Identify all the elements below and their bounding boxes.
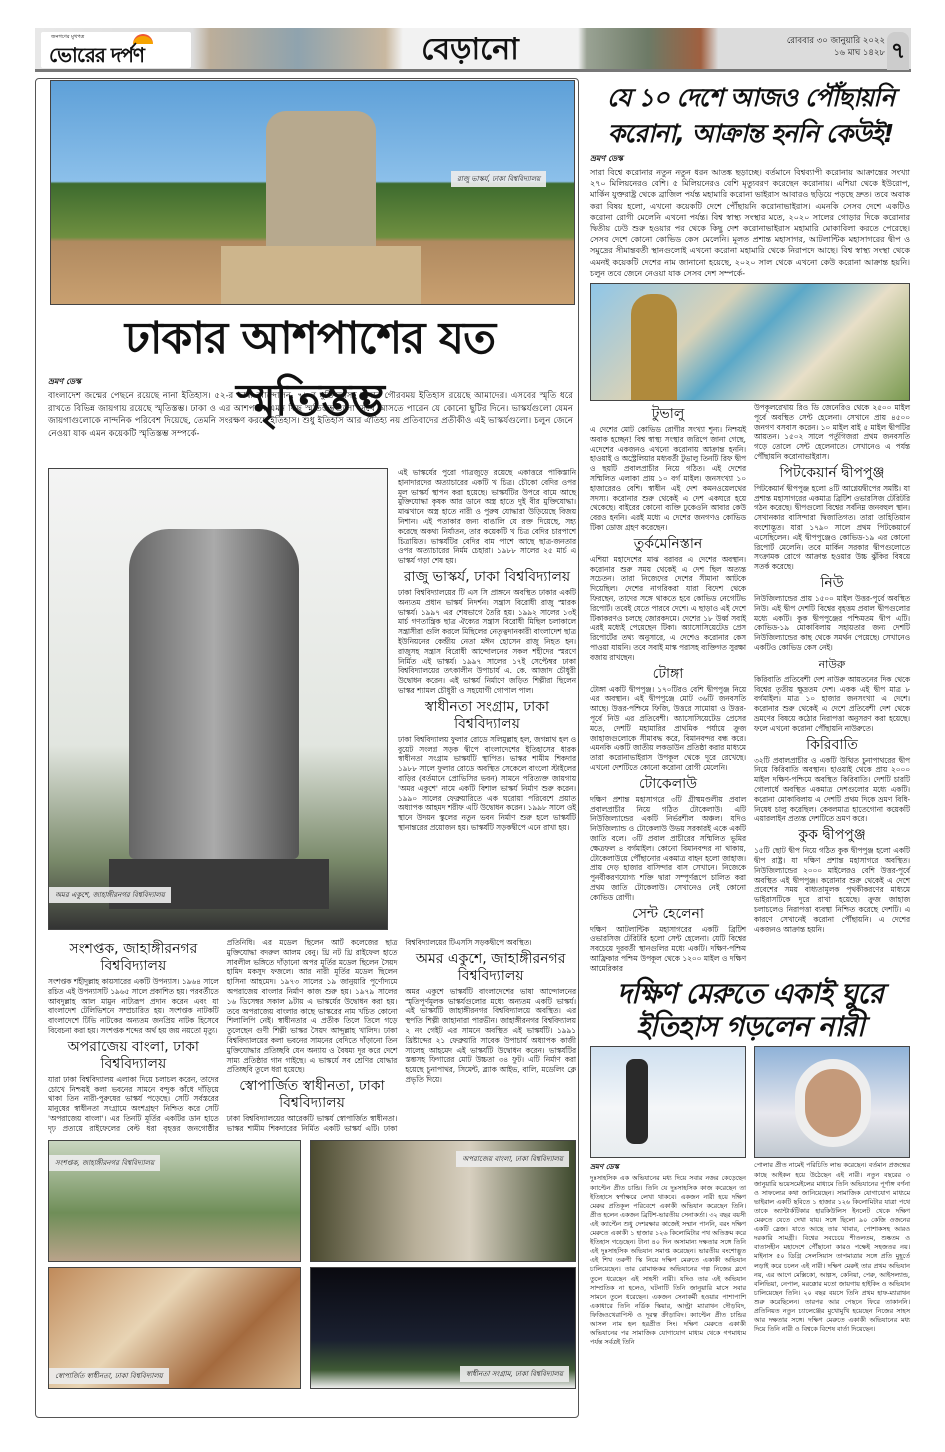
intro-text: বাংলাদেশ জন্মের পেছনে রয়েছে নানা ইতিহাস। ৫২-র ভাষা আন্দোলন, ৭১-র মুক্তিযুদ্ধসহ নানান গৌরবময় ইতিহাস রয়েছে আমাদের। এসবের স্মৃতি ধরে রাখতে বিভিন্ন জায়গায় রয়েছে স্মৃতিস্তম্ভ। ঢাকা ও এর আশপাশে এমন কিছু স্মৃতিস্তম্ভগুলো দেখে আসতে পারেন যে কোনো ছুটির দিনে। ভাস্কর্যগুলো যেমন জায়গাগুলোকে নান্দনিক পরিবেশ দিয়েছে, তেমনি সংরক্ষণ করছে ইতিহাস। শুধু ইতিহাস আর ঐতিহ্য নয় প্রতিবাদের প্রতীকীও এই ভাস্কর্যগুলো। চলুন জেনে নেওয়া যাক এমন কয়েকটি স্মৃতিস্তম্ভ সম্পর্কে-	[48, 391, 573, 439]
country-text: পিটকেয়ার্ন দ্বীপপুঞ্জ হলো ৪টি আগ্নেয়দ্বীপের সমষ্টি। যা প্রশান্ত মহাসাগরের একমাত্র ব্রিটিশ ওভারসিজ টেরিটরি গঠন করেছে। দ্বীপগুলো বিশ্বের সর্বনিম্ন জনবহুল স্থান। সেখানকার বাসিন্দারা দ্বিজাতিগত। তারা তাহিতিয়ান বংশোদ্ভূত। যারা ১৭৯০ সালে প্রথম পিটকেয়ার্নে এসেছিলেন। এই দ্বীপপুঞ্জেও কোভিড-১৯ এর কোনো রিপোর্ট মেলেনি। তবে মার্কিন সরকার দ্বীপগুলোতে সংক্রামক রোগে আক্রান্ত হওয়ার উচ্চ ঝুঁকির বিষয়ে সতর্ক করেছে।	[754, 483, 910, 572]
byline: ভ্রমণ ডেস্ক	[590, 154, 623, 163]
monuments-intro	[48, 376, 573, 440]
right-flow	[590, 153, 910, 1347]
country-text: দক্ষিণ প্রশান্ত মহাসাগরে ৩টি গ্রীষ্মমণ্ডলীয় প্রবাল প্রবালপ্রাচীর নিয়ে গঠিত টোকেলাউ। এটি নিউজিল্যান্ডের একটি নির্ভরশীল অঞ্চল। যদিও নিউজিল্যান্ড ও টোকেলাউ উভয় সরকারই একে একটি জাতি বলে। ৩টি প্রবাল প্রাচীরের সম্মিলিত ভূমির ক্ষেত্রফল ৪ বর্গমাইল। কোনো বিমানবন্দর না থাকায়, টোকেলাউয়ে পৌঁছানোর একমাত্র বাহন হলো জাহাজ। প্রায় দেড় হাজার বাসিন্দার বাস সেখানে। নিজেকে পুনর্বীকরণযোগ্য শক্তি দ্বারা সম্পূর্ণরূপে চালিত করা প্রথম জাতি টোকেলাউ। সেখানেও নেই কোনো কোভিড রোগী।	[590, 794, 746, 902]
column-text: দুঃসাহসিক এক অভিযানের মধ্য দিয়ে সবার নজর কেড়েছেন ক্যাপ্টেন প্রীত চান্ডি। তিনি যে দুঃসাহসিক কাজ করেছেন তা ইতিহাসে স্বর্ণাক্ষরে লেখা থাকবে। একজন নারী হয়ে দক্ষিণ মেরুর প্রতিকূল পরিবেশে একাকী অভিযান করেছেন তিনি। প্রীত হলেন একজন ব্রিটিশ-ভারতীয় সেনাকর্তা। ৩২ বছর বয়সী এই ক্যাপ্টেন শুধু দেশরক্ষার কাজেই সম্মান পাননি, বরং দক্ষিণ মেরুতে একাকী ১ হাজার ১২৬ কিলোমিটার পথ অতিক্রম করে ইতিহাস গড়েছেন। টানা ৪০ দিন অসামান্য দক্ষতার সঙ্গে তিনি এই দুঃসাহসিক অভিযান সমাপ্ত করেছেন। ভারতীয় বংশোদ্ভূত এই শিখ তরুণী স্কি নিয়ে দক্ষিণ মেরুতে একাকী অভিযান চালিয়েছেন। তার রোমাঞ্চকর অভিযানের গল্প নিজের ব্লগে তুলে ধরেছেন এই সাহসী নারী। যদিও তার এই অভিযান সাম্প্রতিক না হলেও, ঘটনাটি তিনি জানুয়ারি মাসে সবার সামনে তুলে ধরেছেন। একজন সেনাকর্মী হওয়ার পাশাপাশি একাধারে তিনি নর্ডিক স্কিয়ার, আল্ট্রা ম্যারাথন দৌড়বিদ, ফিজিওথেরাপিস্ট ও দূরত্ব ক্রীড়াবিদ। ক্যাপ্টেন প্রীত চান্ডির আসল নাম হল হরপ্রীত সিং। দক্ষিণ মেরুতে একাকী অভিযানের পর সামাজিক যোগাযোগ মাধ্যম থেকে গণমাধ্যম পর্যন্ত সর্বত্রই তিনি	[590, 1174, 746, 1347]
country-niue: নিউ	[820, 574, 844, 591]
country-tokelau: টোকেলাউ	[638, 775, 698, 792]
subheading-raju: রাজু ভাস্কর্য, ঢাকা বিশ্ববিদ্যালয়	[403, 568, 571, 585]
country-text: কিরিবাতি প্রতিবেশী দেশ নাউরু আয়তনের দিক থেকে বিশ্বের তৃতীয় ক্ষুদ্রতম দেশ। একক এই দ্বীপ মাত্র ৮ বর্গমাইল। মাত্র ১০ হাজার জনসংখ্যা এ দেশে। করোনার শুরু থেকেই এ দেশে প্রতিবেশী দেশ থেকে ভ্রমণের বিষয়ে কঠোর নিরাপত্তা অনুসরণ করা হয়েছে। ফলে এখনো করোনা পৌঁছায়নি নাউরুতে।	[754, 674, 910, 733]
swoparjito-photo	[48, 1267, 301, 1389]
monuments-headline: ঢাকার আশপাশের যত স্মৃতিস্তম্ভ	[124, 313, 496, 426]
country-text: ১৫টি ছোট দ্বীপ নিয়ে গঠিত কুক দ্বীপপুঞ্জ হলো একটি দ্বীপ রাষ্ট্র। যা দক্ষিণ প্রশান্ত মহাসাগরে অবস্থিত। নিউজিল্যান্ডের ২০০০ মাইলেরও বেশি উত্তর-পূর্বে অবস্থিত এই দ্বীপপুঞ্জ। করোনার শুরু থেকেই এ দেশে প্রবেশের সময় বাধ্যতামূলক পৃথকীকরণের মাধ্যমে ভাইরাসটিকে দূরে রাখা হয়েছে। ক্রুজ জাহাজ চলাচলেও নিরাপত্তা ব্যবস্থা নিশ্চিত করেছে দেশটি। এ কারণে সেখানেই করোনা পৌঁছায়নি। এ দেশের একজনও আক্রান্ত হয়নি।	[754, 846, 910, 934]
section-title: বেড়ানো	[421, 32, 519, 67]
country-cook-islands: কুক দ্বীপপুঞ্জ	[798, 827, 866, 844]
newspaper-logo	[41, 32, 191, 68]
headline-line: করোনা, আক্রান্ত হননি কেউই!	[607, 119, 894, 148]
subheading-swoparjito: স্বোপার্জিত স্বাধীনতা, ঢাকা বিশ্ববিদ্যালয়	[239, 1078, 385, 1112]
section-text: ঢাকা বিশ্ববিদ্যালয় ফুলার রোডে সলিমুল্লাহ হল, জগন্নাথ হল ও বুয়েট সংলগ্ন সড়ক দ্বীপে বাংলাদেশের ইতিহাসের ধারক স্বাধীনতা সংগ্রাম ভাস্কর্যটি স্থাপিত। ভাস্কর শামীম শিকদার ১৯৮৮ সালে ফুলার রোডে অবস্থিত সেকেলে বাংলো স্টাইলের বাড়ির (বর্তমানে প্রোভিসির ভবন) সামনে পরিত্যক্ত জায়গায় 'অমর একুশে' নামে একটি বিশাল ভাস্কর্য নির্মাণ শুরু করেন। ১৯৯০ সালের ফেব্রুয়ারিতে এক ঘরোয়া পরিবেশে প্রয়াত অধ্যাপক আহমদ শরীফ এটি উদ্বোধন করেন। ১৯৯৮ সালে ওই স্থানে উদয়ন স্কুলের নতুন ভবন নির্মাণ শুরু হলে ভাস্কর্যটি স্থানান্তরের প্রয়োজন হয়। ভাস্কর্যটি সড়কদ্বীপে এনে রাখা হয়।	[398, 734, 576, 832]
section-text: সংশপ্তক শহীদুল্লাহ কায়সারের একটি উপন্যাস। ১৯৬৪ সালে রচিত এই উপন্যাসটি ১৯৬৫ সালে প্রকাশিত হয়। পরবর্তীতে আবদুল্লাহ আল মামুন নাট্যরূপ প্রদান করেন এবং যা বাংলাদেশ টেলিভিশনে সম্প্রচারিত হয়। সংশপ্তক নাটকটি বাংলাদেশে টিভি নাটকের অন্যতম জনপ্রিয় নাটক হিসেবে বিবেচনা করা হয়। সংশপ্তক শব্দের অর্থ হয় জয় নয়তো মৃত্যু।	[48, 977, 219, 1035]
corona-headline	[588, 80, 913, 152]
country-tonga: টোঙ্গা	[652, 665, 684, 682]
column-text: উপকূলরেখায় রিও ডি জেনেরিও থেকে ২৫০০ মাইল পূর্বে অবস্থিত সেন্ট হেলেনা। সেখানে প্রায় ৪৫০০ জনগণ বসবাস করেন। ১০ মাইল বাই ৫ মাইল দ্বীপটির আয়তন। ১৫০২ সালে পর্তুগিজরা প্রথম জনবসতি গড়ে তোলে সেন্ট হেলেনাতে। সেখানেও এ পর্যন্ত পৌঁছায়নি করোনাভাইরাস।	[754, 403, 910, 462]
subheading-songshoptok: সংশপ্তক, জাহাঙ্গীরনগর বিশ্ববিদ্যালয়	[69, 941, 198, 974]
issue-date	[770, 35, 885, 59]
subheading-amar-ekushe: অমর একুশে, জাহাঙ্গীরনগর বিশ্ববিদ্যালয়	[415, 950, 566, 984]
corona-intro	[590, 153, 910, 279]
page-number: ৭	[887, 32, 909, 70]
country-nauru: নাউরু	[818, 657, 846, 671]
section-text: অমর একুশে ভাস্কর্যটি বাংলাদেশের ভাষা আন্দোলনের স্মৃতিপূর্ণমূলক ভাস্কর্যগুলোর মধ্যে অন্যতম একটি ভাস্কর্য। এই ভাস্কর্যটি জাহাঙ্গীরনগর বিশ্ববিদ্যালয়ে অবস্থিত। এর স্থপতি শিল্পী জাহানারা পারভীন। জাহাঙ্গীরনগর বিশ্ববিদ্যালয় ২ নং গেইট এর সামনে অবস্থিত এই ভাস্কর্যটি। ১৯৯১ খ্রিষ্টাব্দের ২১ ফেব্রুয়ারি সাবেক উপাচার্য অধ্যাপক কাজী সালেহ আহমেদ এই ভাস্কর্যটি উদ্বোধন করেন। ভাস্কর্যটির স্তম্ভসহ ফিগারের মোট উচ্চতা ৩৪ ফুট। এটি নির্মাণ করা হয়েছে চুনাপাথর, সিমেন্ট, ব্ল্যাক আইভ, বালি, মডেলিং ক্লে প্রভৃতি দিয়ে।	[405, 986, 576, 1084]
lower-columns	[48, 934, 576, 1134]
country-text: দক্ষিণ আটলান্টিক মহাসাগরের একটি ব্রিটিশ ওভারসিজ টেরিটরি হলো সেন্ট হেলেনা। যেটি বিশ্বের সবচেয়ে দূরবর্তী স্থানগুলির মধ্যে একটি। দক্ষিণ-পশ্চিম আফ্রিকার পশ্চিম উপকূল থেকে ১২০০ মাইল ও দক্ষিণ আমেরিকার	[590, 924, 746, 973]
skier-shape	[626, 1059, 648, 1144]
corona-columns	[590, 403, 910, 973]
preet-chandi-photo	[754, 1046, 910, 1158]
photo-caption: স্বাধীনতা সংগ্রাম, ঢাকা বিশ্ববিদ্যালয়	[460, 1366, 569, 1382]
antarctica-photos	[590, 1046, 910, 1158]
corona-column-right	[754, 403, 910, 934]
country-saint-helena: সেন্ট হেলেনা	[632, 905, 704, 922]
photo-caption: সংশপ্তক, জাহাঙ্গীরনগর বিশ্ববিদ্যালয়	[49, 1155, 160, 1171]
subheading-swadhinata-sangram: স্বাধীনতা সংগ্রাম, ঢাকা বিশ্ববিদ্যালয়	[424, 698, 550, 732]
antarctica-column-left	[590, 1161, 746, 1347]
photo-caption: অপরাজেয় বাংলা, ঢাকা বিশ্ববিদ্যালয়	[456, 1151, 569, 1167]
songshoptok-photo	[48, 1140, 301, 1262]
pedestal-shape	[221, 246, 421, 305]
amar-ekushe-photo	[48, 468, 388, 930]
sculpture-shape	[129, 529, 299, 859]
country-turkmenistan: তুর্কমেনিস্তান	[633, 535, 703, 552]
date-gregorian: রোববার ৩০ জানুয়ারি ২০২২	[786, 36, 885, 46]
sculpture-shape	[266, 111, 376, 251]
antarctica-columns	[590, 1161, 910, 1347]
country-text: টোঙ্গা একটি দ্বীপপুঞ্জ। ১৭০টিরও বেশি দ্বীপপুঞ্জ নিয়ে এর অবস্থান। এই দ্বীপপুঞ্জে মোট ৩৬টি জনবসতি আছে। উত্তর-পশ্চিমে ফিজি, উত্তরে সামোয়া ও উত্তর-পূর্বে নিউ এর প্রতিবেশী। অ্যাসোসিয়েটেড প্রেসের মতে, দেশটি মহামারির প্রাথমিক পর্যায়ে ক্রুজ জাহাজগুলোকে সীমাবদ্ধ করে, বিমানবন্দর বন্ধ করে। এমনকি একটি জাতীয় লকডাউন প্রতিষ্ঠা করার মাধ্যমে তারা করোনাভাইরাস উপকূল থেকে দূরে রেখেছে। এখনো দেশটিতে কোনো করোনা রোগী মেলেনি।	[590, 684, 746, 772]
statue-shape	[631, 294, 677, 401]
skier-photo	[590, 1046, 746, 1158]
antarctica-headline	[590, 977, 910, 1043]
logo-tagline: জনগণের মুখপত্র	[51, 34, 85, 40]
logo-name: ভোরের দর্পণ	[49, 43, 144, 67]
column-text: এই ভাস্কর্যের পুরো গাত্রজুড়ে রয়েছে একাত্তরে পাকিস্তানি হানাদারদের অত্যাচারের একটি খ চিত্র। চৌকো বেদির ওপর মূল ভাস্কর্য স্থাপন করা হয়েছে। ভাস্কর্যটির উপরে বামে আছে মুক্তিযোদ্ধা কৃষক আর ডানে অস্ত্র হাতে দুই বীর মুক্তিযোদ্ধা। মাঝখানে অস্ত্র হাতে নারী ও পুরুষ যোদ্ধারা উড়িয়েছে বিজয় নিশান। এই পতাকার জন্য বাঙালি যে রক্ত দিয়েছে, সহ্য করেছে অকথ্য নির্যাতন, তার কয়েকটি খ চিত্র বেদির চারপাশে চিত্রায়িত। ভাস্কর্যটির বেদির বাম পাশে আছে ছাত্র-জনতার ওপর অত্যাচারের নির্মম চেহারা। ১৯৮৮ সালের ২৫ মার্চ এ ভাস্কর্য গড়া শেষ হয়।	[398, 468, 576, 566]
byline: ভ্রমণ ডেস্ক	[590, 1163, 619, 1172]
photo-grid	[48, 1140, 576, 1389]
date-bengali: ১৬ মাঘ ১৪২৮	[834, 48, 885, 58]
corona-column-left	[590, 403, 746, 973]
intro-text: সারা বিশ্বে করোনার নতুন নতুন ধরন আতঙ্ক ছড়াচ্ছে। বর্তমানে বিশ্বব্যাপী করোনায় আক্রান্তের সংখ্যা ২৭০ মিলিয়নেরও বেশি। ৫ মিলিয়নেরও বেশি মৃত্যুবরণ করেছেন করোনায়। এশিয়া থেকে ইউরোপ, মার্কিন যুক্তরাষ্ট্র থেকে ব্রাজিল পর্যন্ত মহামারি করোনা ভাইরাস আবারও ছড়িয়ে পড়ছে দ্রুত। তবে অবাক করা বিষয় হলো, এখনো কয়েকটি দেশে পৌঁছায়নি করোনাভাইরাস। এমনকি সেসব দেশে একটিও করোনা রোগী মেলেনি এখনো পর্যন্ত। বিশ্ব স্বাস্থ্য সংস্থার মতে, ২০২০ সালের গোড়ার দিকে করোনার দ্বিতীয় ঢেউ শুরু হওয়ার পর থেকে কিছু দেশ করোনাভাইরাস মহামারি মোকাবিলা করতে পেরেছে। সেসব দেশে কোনো কোভিড কেস মেলেনি। মূলত প্রশান্ত মহাসাগর, আটলান্টিক মহাসাগরের দ্বীপ ও সমুদ্রের সীমান্তবর্তী স্থানগুলোই এখনো করোনা মহামারি থেকে নিরাপদে আছে। বিশ্ব স্বাস্থ্য সংস্থা থেকে এমনই কয়েকটি দেশের নাম জানানো হয়েছে, ২০২০ সাল থেকে এখনো কেউ করোনা আক্রান্ত হয়নি। চলুন তবে জেনে নেওয়া যাক সেসব দেশ সম্পর্কে-	[590, 168, 910, 278]
byline: ভ্রমণ ডেস্ক	[48, 377, 81, 386]
country-pitcairn: পিটকেয়ার্ন দ্বীপপুঞ্জ	[779, 464, 885, 481]
section-text: ঢাকা বিশ্ববিদ্যালয়ের আরেকটি ভাস্কর্য স্বোপার্জিত স্বাধীনতা। ভাস্কর শামীম শিকদারের নির্মিত একটি ভাস্কর্য এটি। ঢাকা বিশ্ববিদ্যালয়ের টিএসসি সড়কদ্বীপে অবস্থিত।	[226, 938, 532, 1133]
photo-caption: অমর একুশে, জাহাঙ্গীরনগর বিশ্ববিদ্যালয়	[49, 887, 171, 903]
country-tuvalu: টুভালু	[651, 406, 685, 423]
photo-caption: রাজু ভাস্কর্য, ঢাকা বিশ্ববিদ্যালয়	[451, 171, 546, 187]
column-text: পোলার প্রীত নামেই পরিচিতি লাভ করেছেন। বর্তমান প্রজন্মের কাছে আইকন হয়ে উঠেছেন এই নারী। নতুন বছরের ৩ জানুয়ারি ভয়েসমেইলের মাধ্যমে তিনি অভিযানের পূর্ণাঙ্গ বর্ণনা ও সাফল্যের কথা জানিয়েছেন। সামাজিক যোগাযোগ মাধ্যমে ভাইরাল একটি ছবিতে ১ হাজার ১২৬ কিলোমিটার যাত্রা পথে তাকে অ্যান্টার্কটিকার হারকিউলিস ইনলেট থেকে দক্ষিণ মেরুতে যেতে দেখা যায়। সঙ্গে ছিলো ৯০ কেজি ওজনের একটি স্লেজ। যাতে আছে তার খাবার, পোশাকসহ আরও দরকারি সামগ্রী। বিশ্বের সবচেয়ে শীতলতম, শুষ্কতম ও বাতাসহীন মহাদেশে পৌঁছানো কারও পক্ষেই সহজতর নয়। মাইনাস ৫০ ডিগ্রি সেলসিয়াস তাপমাত্রার সঙ্গে প্রতি মুহূর্তে লড়াই করে চলেন এই নারী। দক্ষিণ মেরুই তার প্রথম অভিযান নয়, এর আগে মেক্সিকো, আল্পস, কেনিয়া, পেরু, আইসল্যান্ড, বলিভিয়া, নেপাল, মরক্কোর মতো জায়গায় হাইকিং ও অভিযান চালিয়েছেন তিনি। ২০ বছর বয়সে তিনি প্রথম হাফ-ম্যারাথন শুরু করেছিলেন। তারপর আর পেছনে ফিরে তাকাননি। প্রতিনিয়ত নতুন চ্যালেঞ্জের মুখোমুখি হয়েছেন নিজের সাহস আর দক্ষতার সঙ্গে। দক্ষিণ মেরুতে একাকী অভিযানের মধ্য দিয়ে তিনি নারী ও বিশ্বকে বিশেষ বার্তা দিয়েছেন।	[754, 1161, 910, 1334]
country-kiribati: কিরিবাতি	[806, 736, 858, 753]
monuments-flow	[48, 468, 576, 1389]
country-text: এ দেশের মোট কোভিড রোগীর সংখ্যা শূন্য। নিশ্চয়ই অবাক হচ্ছেন! বিশ্ব স্বাস্থ্য সংস্থার জরিপে জানা গেছে, এদেশের একজনও এখনো করোনায় আক্রান্ত হননি। হাওয়াই ও অস্ট্রেলিয়ার মধ্যবর্তী টুভালু তিনটি রিফ দ্বীপ ও ছয়টি প্রবালপ্রাচীর নিয়ে গঠিত। এই দেশের সম্মিলিত এলাকা প্রায় ১০ বর্গ মাইল। জনসংখ্যা ১০ হাজারেরও বেশি। স্বাধীন এই দেশ কমনওয়েলথের সদস্য। করোনার শুরু থেকেই এ দেশ একঘরে হয়ে থেকেছে। বাইরের কোনো ব্যক্তি ঢুকেওনি আবার কেউ বেরও হননি। এরই মধ্যে এ দেশের জনগণও কোভিড টিকা ডোজ গ্রহণ করেছেন।	[590, 425, 746, 532]
subheading-oporajeyo-bangla: অপরাজেয় বাংলা, ঢাকা বিশ্ববিদ্যালয়	[67, 1038, 199, 1072]
section-text: ঢাকা বিশ্ববিদ্যালয়ের টি এস সি প্রাঙ্গনে অবস্থিত ঢাকার একটি অন্যতম প্রধান ভাস্কর্য নিদর্শন। সন্ত্রাস বিরোধী রাজু স্মারক ভাস্কর্য। ১৯৯৭ এর শেষভাগে তৈরি হয়। ১৯৯২ সালের ১৩ই মার্চ গণতান্ত্রিক ছাত্র ঐক্যের সন্ত্রাস বিরোধী মিছিল চলাকালে সন্ত্রাসীরা গুলি করলে মিছিলের নেতৃত্বদানকারী বাংলাদেশ ছাত্র ইউনিয়নের কেন্দ্রীয় নেতা মঈন হোসেন রাজু নিহত হন। রাজুসহ সন্ত্রাস বিরোধী আন্দোলনের সকল শহীদের স্মরণে নির্মিত এই ভাস্কর্য। ১৯৯৭ সালের ১৭ই সেপ্টেম্বর ঢাকা বিশ্ববিদ্যালয়ের তৎকালীন উপাচার্য এ. কে. আজাদ চৌধুরী উদ্বোধন করেন। এই ভাস্কর্য নির্মাণে জড়িত শিল্পীরা ছিলেন ভাস্কর শ্যামল চৌধুরী ও সহযোগী গোপাল পাল।	[398, 587, 576, 695]
country-text: এশিয়া মহাদেশের মাঝ বরাবর এ দেশের অবস্থান। করোনার শুরু সময় থেকেই এ দেশ ছিল অত্যন্ত সচেতন। তারা নিজেদের দেশের সীমানা আটকে দিয়েছিল। দেশের নাগরিকরা যারা বিদেশ থেকে ফিরছেন, তাদের সঙ্গে থাকতে হবে কোভিড নেগেটিভ রিপোর্ট। তবেই যেতে পারবে দেশে। এ ছাড়াও এই দেশে টিকাকরণও চলছে জোরকদমে। দেশের ১৮ উর্ধ্ব সবাই এরই মধ্যেই পেয়েছেন টিকা। অ্যাসোসিয়েটেড প্রেস রিপোর্টের তথ্য অনুসারে, এ দেশেও করোনার কেস পাওয়া যায়নি। তবে সবাই মাস্ক পরাসহ ব্যক্তিগত সুরক্ষা বজায় রাখছেন।	[590, 554, 746, 662]
headline-line: দক্ষিণ মেরুতে একাই ঘুরে	[617, 977, 883, 1011]
face-shape	[795, 1059, 871, 1147]
country-text: ৩২টি প্রবালপ্রাচীর ও একটি উত্থিত চুনাপাথরের দ্বীপ নিয়ে কিরিবাতি অবস্থান। হাওয়াই থেকে প্রায় ২০০০ মাইল দক্ষিণ-পশ্চিমে অবস্থিত কিরিবাতি। দেশটি চারটি গোলার্ধে অবস্থিত একমাত্র দেশগুলোর মধ্যে একটি। করোনা মোকাবিলায় এ দেশটি প্রথম দিকে ভ্রমণ বিধি-নিষেধ চালু করেছিল। কেবলমাত্র হাতেগোনা কয়েকটি এয়ারলাইন প্রত্যন্ত দেশটিতে ভ্রমণ করে।	[754, 755, 910, 824]
section-text: যারা ঢাকা বিশ্ববিদ্যালয় এলাকা দিয়ে চলাচল করেন, তাদের চোখে নিশ্চয়ই কলা ভবনের সামনে বন্দুক কাঁধে দাঁড়িয়ে থাকা তিন নারী-পুরুষের ভাস্কর্য পড়েছে। সেটি সর্বস্তরের মানুষের স্বাধীনতা সংগ্রামে অংশগ্রহণ নিশ্চিত করে সেটি 'অপরাজেয় বাংলা'। এর তিনটি মূর্তির একটির ডান হাতে দৃঢ় প্রত্যয়ে রাইফেলের বেল্ট ধরা বৃহত্তর জনগোষ্ঠীর প্রতিনিধি। এর মডেল ছিলেন আর্ট কলেজের ছাত্র মুক্তিযোদ্ধা বদরুল আলম বেনু। থ্রি নট থ্রি রাইফেল হাতে সাবলীল ভঙ্গিতে দাঁড়ানো অপর মূর্তির মডেল ছিলেন সৈয়দ হামিদ মকসুদ ফজলে। আর নারী মূর্তির মডেল ছিলেন হাসিনা আহমেদ। ১৯৭৩ সালের ১৯ জানুয়ারি পূর্ণোদ্যমে অপরাজেয় বাংলার নির্মাণ কাজ শুরু হয়। ১৯৭৯ সালের ১৬ ডিসেম্বর সকাল ৯টায় এ ভাস্কর্যের উদ্বোধন করা হয়। তবে অপরাজেয় বাংলার কাছে ভাস্করের নাম খচিত কোনো শিলালিপি নেই। স্বাধীনতার এ প্রতীক তিলে তিলে গড়ে তুলেছেন গুণী শিল্পী ভাস্কর সৈয়দ আব্দুল্লাহ খালিদ। ঢাকা বিশ্ববিদ্যালয়ের কলা ভবনের সামনের বেদিতে দাঁড়ানো তিন মুক্তিযোদ্ধার প্রতিচ্ছবি যেন অন্যায় ও বৈষম্য দূর করে দেশে সাম্য প্রতিষ্ঠার গান গাইছে। এ ভাস্কর্যে সব শ্রেণির যোদ্ধার প্রতিচ্ছবি তুলে ধরা হয়েছে।	[48, 938, 398, 1133]
country-text: নিউজিল্যান্ডের প্রায় ১৫০০ মাইল উত্তর-পূর্বে অবস্থিত নিউ। এই দ্বীপ দেশটি বিশ্বের বৃহত্তম প্রবাল দ্বীপগুলোর মধ্যে একটি। কুক দ্বীপপুঞ্জের পশ্চিমতম দ্বীপ এটি। কোভিড-১৯ মোকাবিলায় সহায়তার জন্য দেশটি নিউজিল্যান্ডের কাছ থেকে সমর্থন পেয়েছে। সেখানেও একটিও কোভিড কেস নেই।	[754, 593, 910, 652]
oporajeyo-bangla-photo	[310, 1140, 576, 1262]
island-collage-photo	[590, 283, 910, 401]
raju-sculpture-photo	[50, 80, 575, 305]
photo-caption: স্বোপার্জিত স্বাধীনতা, ঢাকা বিশ্ববিদ্যালয়	[49, 1368, 169, 1384]
headline-line: ইতিহাস গড়লেন নারী	[636, 1010, 864, 1044]
headline-line: যে ১০ দেশে আজও পৌঁছায়নি	[606, 83, 895, 112]
page-header	[35, 28, 911, 72]
swadhinata-sangram-photo	[310, 1267, 576, 1389]
antarctica-column-right	[754, 1161, 910, 1334]
